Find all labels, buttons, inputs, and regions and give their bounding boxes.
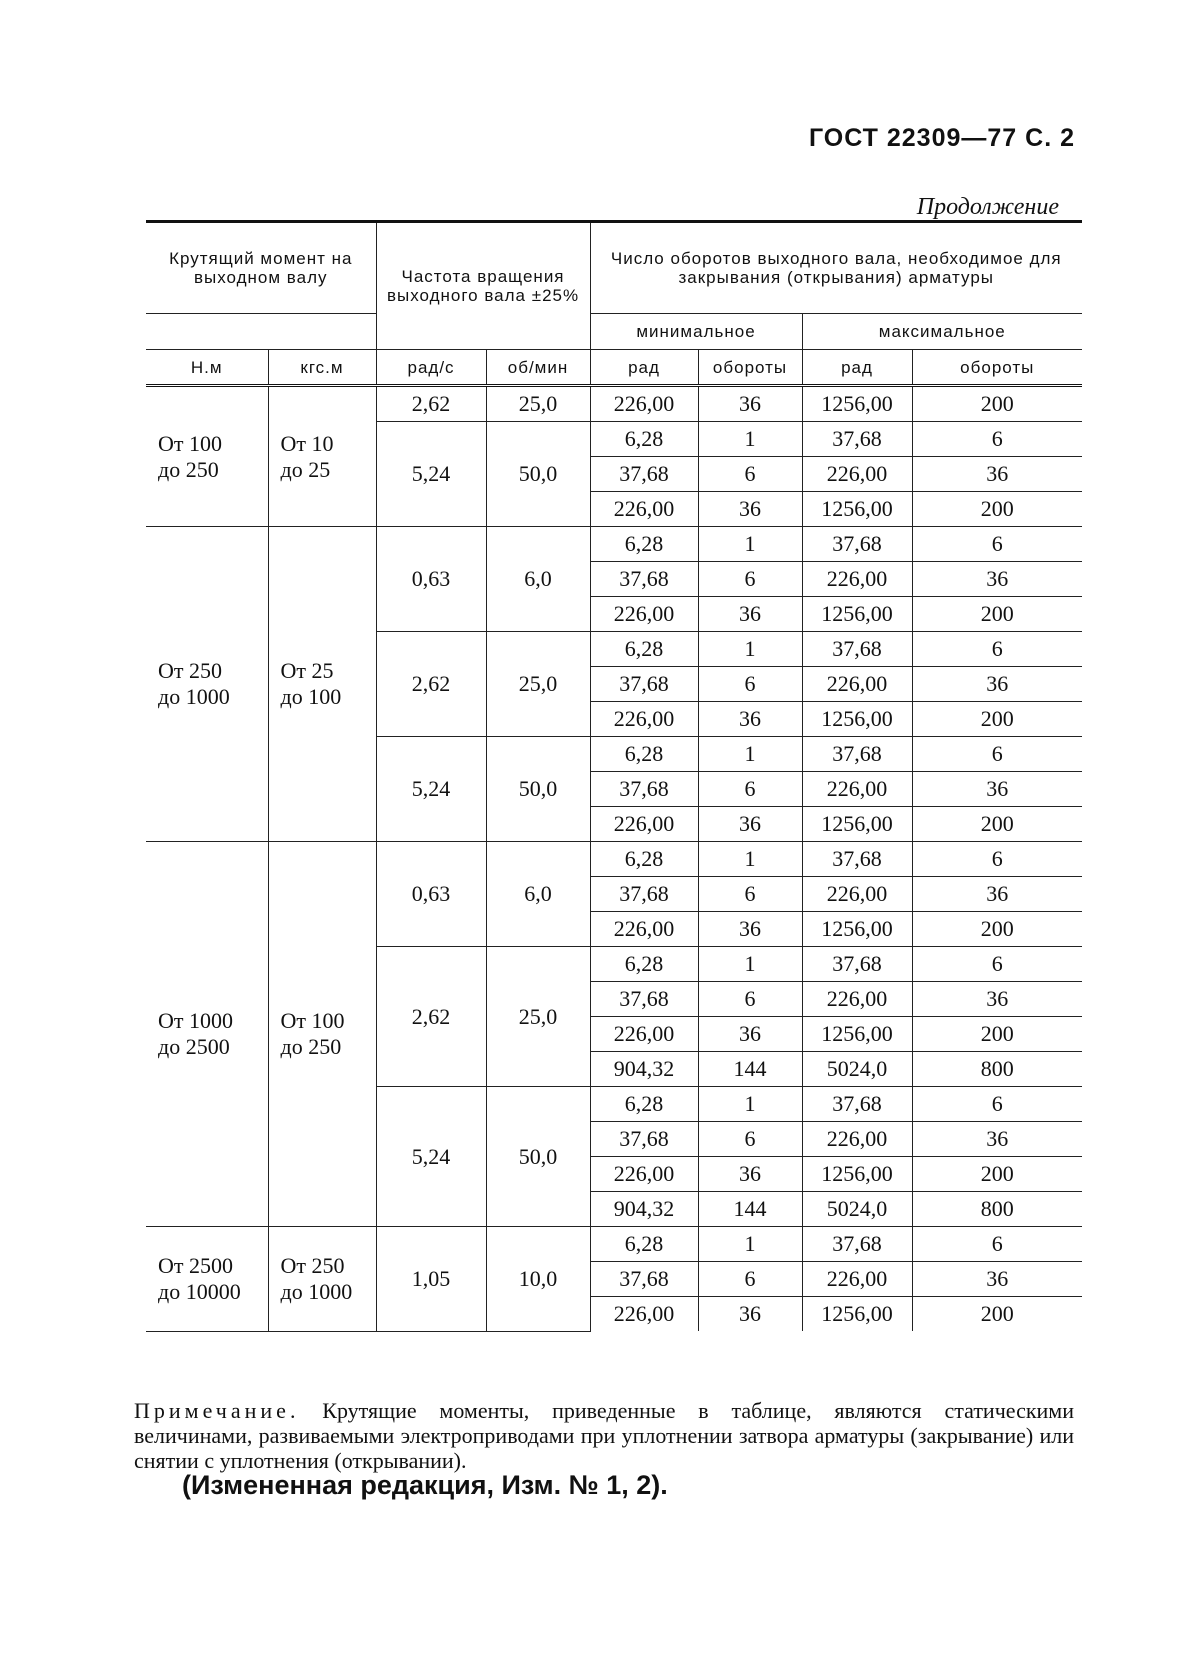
max-rad-cell: 226,00 xyxy=(802,877,912,912)
max-turns-cell: 200 xyxy=(912,702,1082,737)
freq-rpm-cell: 10,0 xyxy=(486,1227,590,1332)
table-row xyxy=(146,1227,1082,1262)
max-turns-cell: 36 xyxy=(912,667,1082,702)
header-frequency: Частота вращения выходного вала ±25% xyxy=(376,222,590,350)
min-rad-cell: 226,00 xyxy=(590,1017,698,1052)
min-turns-cell: 36 xyxy=(698,1017,802,1052)
min-rad-cell: 226,00 xyxy=(590,807,698,842)
min-turns-cell: 1 xyxy=(698,842,802,877)
max-turns-cell: 800 xyxy=(912,1052,1082,1087)
header-max-rad: рад xyxy=(802,350,912,386)
max-turns-cell: 200 xyxy=(912,912,1082,947)
min-rad-cell: 37,68 xyxy=(590,457,698,492)
min-rad-cell: 37,68 xyxy=(590,667,698,702)
min-turns-cell: 1 xyxy=(698,632,802,667)
max-turns-cell: 200 xyxy=(912,386,1082,422)
min-turns-cell: 6 xyxy=(698,877,802,912)
min-rad-cell: 6,28 xyxy=(590,842,698,877)
min-turns-cell: 6 xyxy=(698,772,802,807)
table-row xyxy=(146,842,1082,877)
torque-nm-line: От 2500 xyxy=(158,1252,234,1278)
max-rad-cell: 37,68 xyxy=(802,737,912,772)
torque-kgsm-line: От 100 xyxy=(280,1008,345,1033)
max-rad-cell: 37,68 xyxy=(802,527,912,562)
max-rad-cell: 1256,00 xyxy=(802,1017,912,1052)
min-rad-cell: 6,28 xyxy=(590,632,698,667)
freq-rpm-cell: 50,0 xyxy=(486,737,590,842)
min-rad-cell: 37,68 xyxy=(590,772,698,807)
min-rad-cell: 226,00 xyxy=(590,1157,698,1192)
torque-nm-cell xyxy=(146,386,268,527)
max-rad-cell: 1256,00 xyxy=(802,1297,912,1332)
max-rad-cell: 1256,00 xyxy=(802,492,912,527)
min-rad-cell: 6,28 xyxy=(590,422,698,457)
max-turns-cell: 36 xyxy=(912,772,1082,807)
torque-kgsm-line: до 100 xyxy=(280,684,342,709)
max-rad-cell: 1256,00 xyxy=(802,912,912,947)
max-rad-cell: 226,00 xyxy=(802,982,912,1017)
note xyxy=(134,1398,1074,1473)
min-turns-cell: 36 xyxy=(698,386,802,422)
max-turns-cell: 6 xyxy=(912,632,1082,667)
min-rad-cell: 6,28 xyxy=(590,947,698,982)
note-label: Примечание. xyxy=(134,1398,300,1423)
min-rad-cell: 37,68 xyxy=(590,1122,698,1157)
max-rad-cell: 226,00 xyxy=(802,457,912,492)
max-rad-cell: 1256,00 xyxy=(802,386,912,422)
max-turns-cell: 200 xyxy=(912,1157,1082,1192)
continuation-label: Продолжение xyxy=(916,194,1059,220)
max-turns-cell: 6 xyxy=(912,947,1082,982)
max-turns-cell: 800 xyxy=(912,1192,1082,1227)
torque-nm-line: От 100 xyxy=(158,430,223,456)
max-turns-cell: 6 xyxy=(912,1227,1082,1262)
min-rad-cell: 904,32 xyxy=(590,1052,698,1087)
max-rad-cell: 37,68 xyxy=(802,422,912,457)
min-rad-cell: 37,68 xyxy=(590,1262,698,1297)
note-text: Крутящие моменты, приведенные в таблице, являются статическими величинами, развиваемыми электроприводами при уплотнении затвора арматуры (закрывание) или снятии с уплотнения (открывании). xyxy=(134,1398,1075,1473)
torque-nm-line: до 2500 xyxy=(158,1034,230,1059)
max-rad-cell: 37,68 xyxy=(802,842,912,877)
max-turns-cell: 200 xyxy=(912,1017,1082,1052)
min-turns-cell: 1 xyxy=(698,947,802,982)
min-rad-cell: 6,28 xyxy=(590,1087,698,1122)
table-body xyxy=(146,386,1082,1332)
torque-nm-line: до 10000 xyxy=(158,1278,241,1304)
header-unit-rpm: об/мин xyxy=(486,350,590,386)
max-rad-cell: 226,00 xyxy=(802,1262,912,1297)
min-turns-cell: 36 xyxy=(698,702,802,737)
torque-nm-cell xyxy=(146,1227,268,1332)
torque-nm-line: до 250 xyxy=(158,456,219,482)
torque-kgsm-cell xyxy=(268,842,376,1227)
max-rad-cell: 1256,00 xyxy=(802,807,912,842)
max-turns-cell: 36 xyxy=(912,457,1082,492)
max-turns-cell: 36 xyxy=(912,562,1082,597)
min-turns-cell: 6 xyxy=(698,1122,802,1157)
max-rad-cell: 1256,00 xyxy=(802,1157,912,1192)
torque-kgsm-cell xyxy=(268,1227,376,1332)
min-rad-cell: 6,28 xyxy=(590,737,698,772)
min-rad-cell: 226,00 xyxy=(590,1297,698,1332)
max-rad-cell: 226,00 xyxy=(802,1122,912,1157)
freq-rad-s-cell: 0,63 xyxy=(376,527,486,632)
min-turns-cell: 36 xyxy=(698,807,802,842)
freq-rad-s-cell: 2,62 xyxy=(376,386,486,422)
table-row xyxy=(146,386,1082,422)
min-turns-cell: 6 xyxy=(698,1262,802,1297)
torque-table xyxy=(146,220,1082,1332)
min-turns-cell: 6 xyxy=(698,982,802,1017)
header-unit-nm: Н.м xyxy=(146,350,268,386)
max-turns-cell: 6 xyxy=(912,842,1082,877)
max-rad-cell: 226,00 xyxy=(802,562,912,597)
table-row xyxy=(146,527,1082,562)
header-unit-rad-s: рад/с xyxy=(376,350,486,386)
freq-rad-s-cell: 1,05 xyxy=(376,1227,486,1332)
freq-rpm-cell: 25,0 xyxy=(486,386,590,422)
torque-kgsm-line: до 1000 xyxy=(280,1278,353,1304)
torque-nm-cell xyxy=(146,842,268,1227)
min-turns-cell: 6 xyxy=(698,667,802,702)
freq-rad-s-cell: 0,63 xyxy=(376,842,486,947)
max-rad-cell: 37,68 xyxy=(802,1087,912,1122)
torque-nm-cell xyxy=(146,527,268,842)
freq-rpm-cell: 6,0 xyxy=(486,527,590,632)
min-rad-cell: 6,28 xyxy=(590,1227,698,1262)
min-turns-cell: 1 xyxy=(698,737,802,772)
min-turns-cell: 144 xyxy=(698,1192,802,1227)
min-rad-cell: 6,28 xyxy=(590,527,698,562)
freq-rpm-cell: 25,0 xyxy=(486,632,590,737)
torque-nm-line: От 1000 xyxy=(158,1008,234,1033)
torque-kgsm-cell xyxy=(268,386,376,527)
max-rad-cell: 1256,00 xyxy=(802,597,912,632)
torque-kgsm-cell xyxy=(268,527,376,842)
min-rad-cell: 37,68 xyxy=(590,562,698,597)
max-rad-cell: 226,00 xyxy=(802,667,912,702)
max-turns-cell: 6 xyxy=(912,1087,1082,1122)
max-turns-cell: 6 xyxy=(912,737,1082,772)
min-turns-cell: 1 xyxy=(698,1087,802,1122)
freq-rpm-cell: 50,0 xyxy=(486,422,590,527)
max-rad-cell: 5024,0 xyxy=(802,1192,912,1227)
max-rad-cell: 5024,0 xyxy=(802,1052,912,1087)
header-min-rad: рад xyxy=(590,350,698,386)
torque-kgsm-line: до 25 xyxy=(280,456,331,482)
min-turns-cell: 1 xyxy=(698,422,802,457)
min-turns-cell: 36 xyxy=(698,492,802,527)
freq-rad-s-cell: 5,24 xyxy=(376,422,486,527)
header-max-turns: обороты xyxy=(912,350,1082,386)
min-turns-cell: 36 xyxy=(698,912,802,947)
max-turns-cell: 36 xyxy=(912,1122,1082,1157)
max-turns-cell: 6 xyxy=(912,422,1082,457)
min-rad-cell: 226,00 xyxy=(590,702,698,737)
freq-rad-s-cell: 2,62 xyxy=(376,632,486,737)
freq-rad-s-cell: 2,62 xyxy=(376,947,486,1087)
header-revolutions: Число оборотов выходного вала, необходимое для закрывания (открывания) арматуры xyxy=(590,222,1082,314)
min-turns-cell: 36 xyxy=(698,597,802,632)
header-min-turns: обороты xyxy=(698,350,802,386)
header-unit-kgsm: кгс.м xyxy=(268,350,376,386)
min-rad-cell: 37,68 xyxy=(590,877,698,912)
max-turns-cell: 200 xyxy=(912,597,1082,632)
torque-kgsm-line: От 250 xyxy=(280,1252,345,1278)
max-turns-cell: 36 xyxy=(912,877,1082,912)
min-rad-cell: 226,00 xyxy=(590,597,698,632)
max-turns-cell: 6 xyxy=(912,527,1082,562)
min-turns-cell: 36 xyxy=(698,1157,802,1192)
max-rad-cell: 226,00 xyxy=(802,772,912,807)
header-torque: Крутящий момент на выходном валу xyxy=(146,222,376,314)
min-turns-cell: 6 xyxy=(698,562,802,597)
min-turns-cell: 1 xyxy=(698,1227,802,1262)
header-minimum: минимальное xyxy=(590,314,802,350)
min-turns-cell: 6 xyxy=(698,457,802,492)
min-rad-cell: 226,00 xyxy=(590,492,698,527)
max-rad-cell: 37,68 xyxy=(802,1227,912,1262)
amendment-note: (Измененная редакция, Изм. № 1, 2). xyxy=(182,1470,668,1500)
min-turns-cell: 36 xyxy=(698,1297,802,1332)
min-rad-cell: 226,00 xyxy=(590,386,698,422)
torque-nm-line: до 1000 xyxy=(158,684,230,709)
max-turns-cell: 200 xyxy=(912,807,1082,842)
max-turns-cell: 200 xyxy=(912,1297,1082,1332)
freq-rpm-cell: 50,0 xyxy=(486,1087,590,1227)
freq-rad-s-cell: 5,24 xyxy=(376,737,486,842)
page-header: ГОСТ 22309—77 С. 2 xyxy=(808,124,1075,152)
freq-rpm-cell: 25,0 xyxy=(486,947,590,1087)
max-rad-cell: 1256,00 xyxy=(802,702,912,737)
min-turns-cell: 144 xyxy=(698,1052,802,1087)
torque-kgsm-line: От 10 xyxy=(280,430,334,456)
header-maximum: максимальное xyxy=(802,314,1082,350)
max-rad-cell: 37,68 xyxy=(802,632,912,667)
torque-kgsm-line: От 25 xyxy=(280,658,334,683)
min-turns-cell: 1 xyxy=(698,527,802,562)
max-turns-cell: 36 xyxy=(912,982,1082,1017)
freq-rpm-cell: 6,0 xyxy=(486,842,590,947)
max-turns-cell: 200 xyxy=(912,492,1082,527)
min-rad-cell: 904,32 xyxy=(590,1192,698,1227)
min-rad-cell: 37,68 xyxy=(590,982,698,1017)
torque-kgsm-line: до 250 xyxy=(280,1034,342,1059)
freq-rad-s-cell: 5,24 xyxy=(376,1087,486,1227)
max-rad-cell: 37,68 xyxy=(802,947,912,982)
min-rad-cell: 226,00 xyxy=(590,912,698,947)
max-turns-cell: 36 xyxy=(912,1262,1082,1297)
torque-nm-line: От 250 xyxy=(158,658,223,683)
